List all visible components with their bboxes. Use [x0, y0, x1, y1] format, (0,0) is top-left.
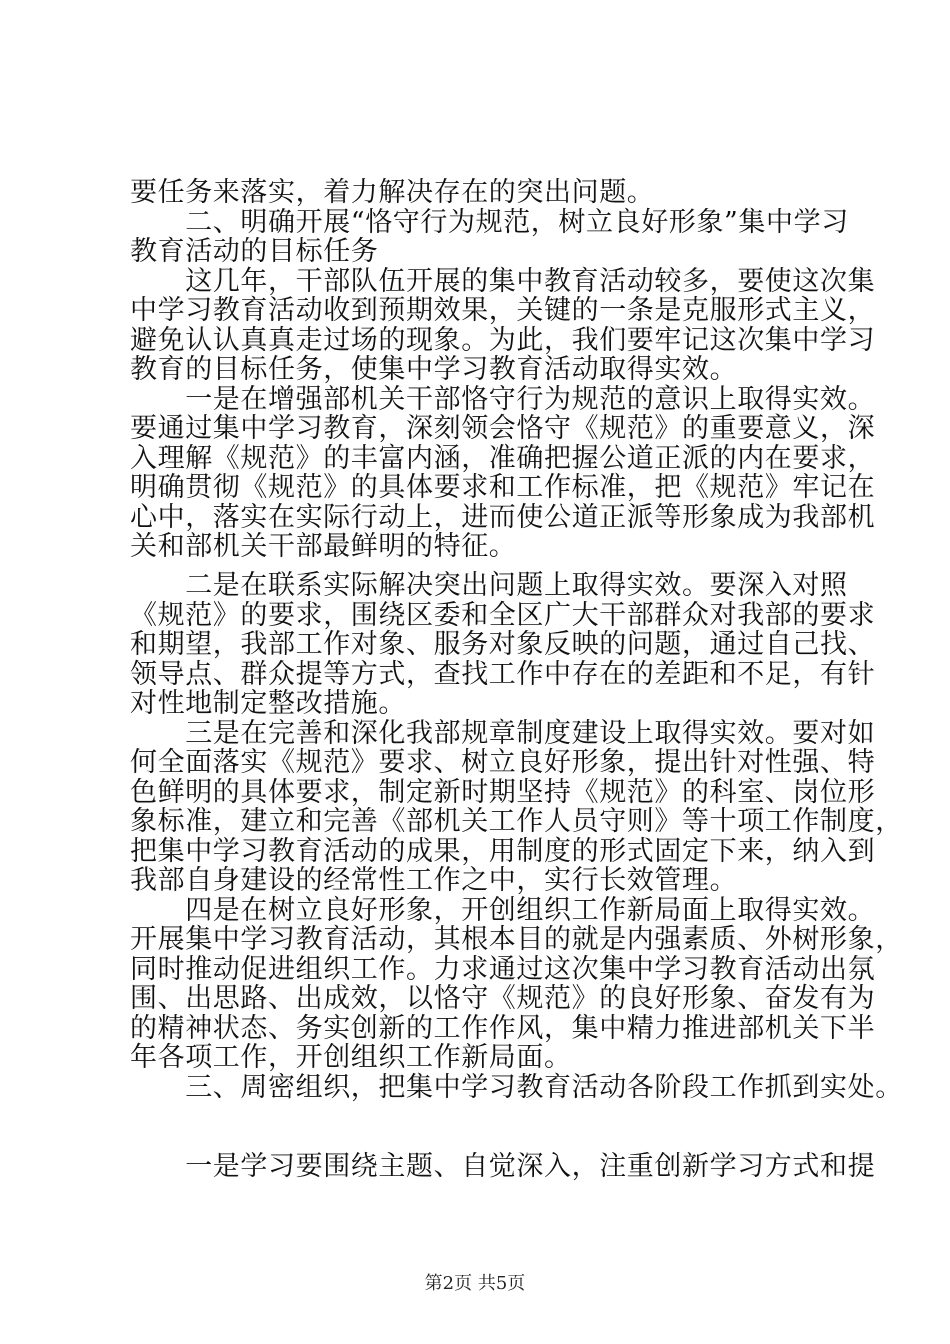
text-line: 对性地制定整改措施。 [130, 688, 406, 719]
text-line: 一是在增强部机关干部恪守行为规范的意识上取得实效。 [130, 384, 876, 415]
text-line: 何全面落实《规范》要求、树立良好形象，提出针对性强、特 [130, 747, 876, 778]
text-line: 入理解《规范》的丰富内涵，准确把握公道正派的内在要求， [130, 443, 876, 474]
section-heading: 二、明确开展“恪守行为规范，树立良好形象”集中学习 [130, 207, 849, 238]
text-line: 关和部机关干部最鲜明的特征。 [130, 531, 517, 562]
text-line: 《规范》的要求，围绕区委和全区广大干部群众对我部的要求 [130, 600, 876, 631]
text-line: 二是在联系实际解决突出问题上取得实效。要深入对照 [130, 570, 848, 601]
text-line: 色鲜明的具体要求，制定新时期坚持《规范》的科室、岗位形 [130, 777, 876, 808]
text-line: 三是在完善和深化我部规章制度建设上取得实效。要对如 [130, 718, 876, 749]
text-line: 年各项工作，开创组织工作新局面。 [130, 1042, 572, 1073]
text-line: 开展集中学习教育活动，其根本目的就是内强素质、外树形象， [130, 924, 903, 955]
text-line: 的精神状态、务实创新的工作作风，集中精力推进部机关下半 [130, 1013, 876, 1044]
text-line: 要任务来落实，着力解决存在的突出问题。 [130, 177, 655, 208]
page-number-footer: 第2页 共5页 [424, 1273, 526, 1294]
text-line: 中学习教育活动收到预期效果，关键的一条是克服形式主义， [130, 295, 876, 326]
text-line: 把集中学习教育活动的成果，用制度的形式固定下来，纳入到 [130, 836, 876, 867]
section-heading: 教育活动的目标任务 [130, 236, 379, 267]
section-heading: 三、周密组织，把集中学习教育活动各阶段工作抓到实处。 [130, 1072, 903, 1103]
text-line: 心中，落实在实际行动上，进而使公道正派等形象成为我部机 [130, 502, 876, 533]
text-line: 围、出思路、出成效，以恪守《规范》的良好形象、奋发有为 [130, 983, 876, 1014]
text-line: 明确贯彻《规范》的具体要求和工作标准，把《规范》牢记在 [130, 472, 876, 503]
text-line: 领导点、群众提等方式，查找工作中存在的差距和不足，有针 [130, 659, 876, 690]
text-line: 和期望，我部工作对象、服务对象反映的问题，通过自己找、 [130, 629, 876, 660]
text-line: 我部自身建设的经常性工作之中，实行长效管理。 [130, 865, 738, 896]
text-line: 要通过集中学习教育，深刻领会恪守《规范》的重要意义，深 [130, 413, 876, 444]
text-line: 象标准，建立和完善《部机关工作人员守则》等十项工作制度， [130, 806, 903, 837]
text-line: 避免认认真真走过场的现象。为此，我们要牢记这次集中学习 [130, 325, 876, 356]
text-line: 教育的目标任务，使集中学习教育活动取得实效。 [130, 354, 738, 385]
text-line: 同时推动促进组织工作。力求通过这次集中学习教育活动出氛 [130, 954, 876, 985]
text-line: 一是学习要围绕主题、自觉深入，注重创新学习方式和提 [130, 1151, 876, 1182]
text-line: 四是在树立良好形象，开创组织工作新局面上取得实效。 [130, 895, 876, 926]
text-line: 这几年，干部队伍开展的集中教育活动较多，要使这次集 [130, 266, 876, 297]
